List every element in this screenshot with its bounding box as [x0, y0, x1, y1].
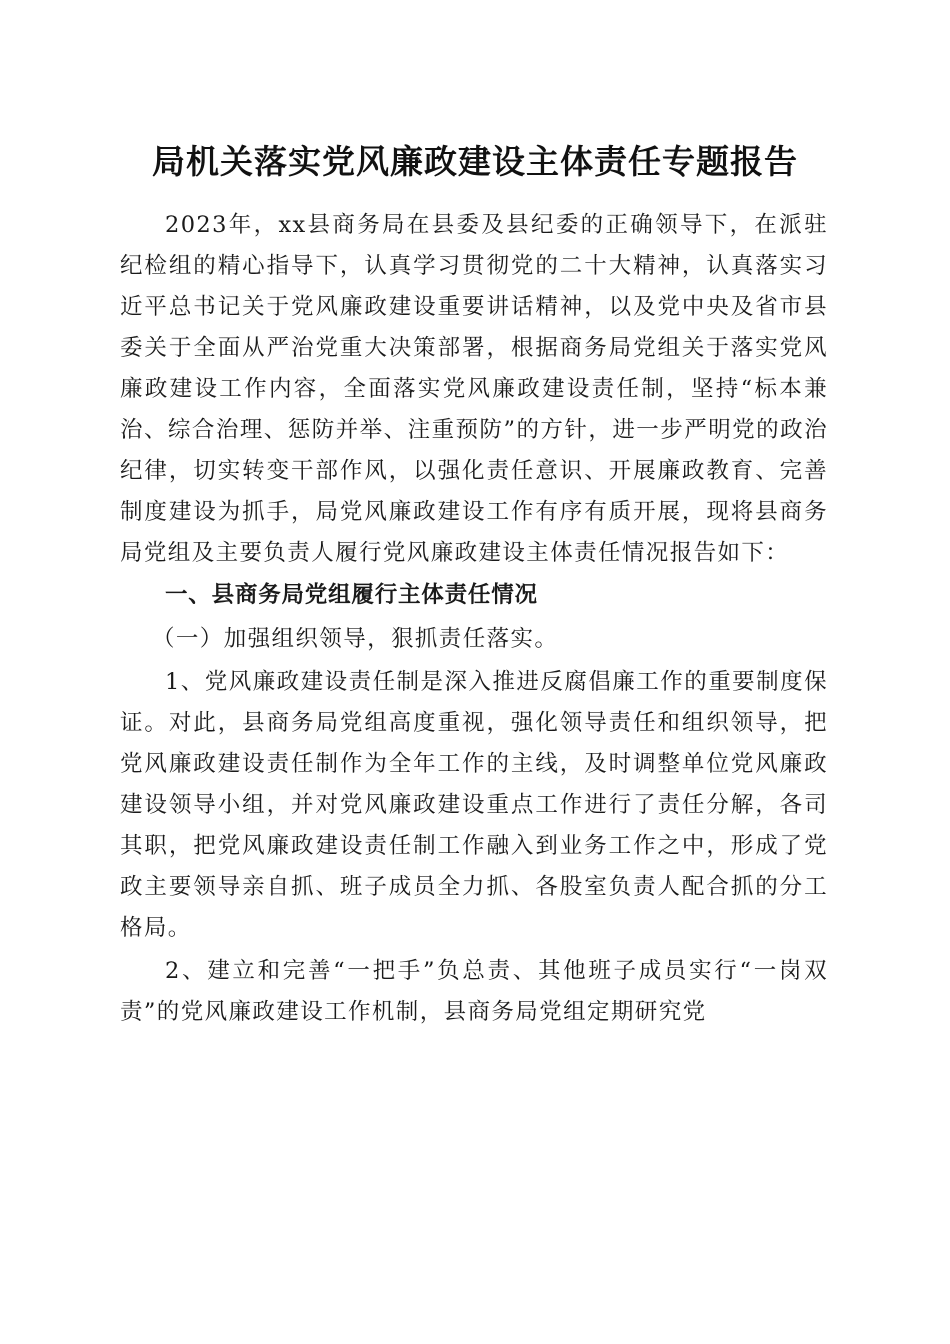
document-title: 局机关落实党风廉政建设主体责任专题报告	[152, 142, 798, 181]
document-body	[120, 205, 828, 1033]
section-heading: 一、县商务局党组履行主体责任情况	[165, 582, 538, 608]
intro-paragraph: 2023年，xx县商务局在县委及县纪委的正确领导下，在派驻纪检组的精心指导下，认真学习贯彻党的二十大精神，认真落实习近平总书记关于党风廉政建设重要讲话精神，以及党中央及省市县委关于全面从严治党重大决策部署，根据商务局党组关于落实党风廉政建设工作内容，全面落实党风廉政建设责任制，坚持“标本兼治、综合治理、惩防并举、注重预防”的方针，进一步严明党的政治纪律，切实转变干部作风，以强化责任意识、开展廉政教育、完善制度建设为抓手，局党风廉政建设工作有序有质开展，现将县商务局党组及主要负责人履行党风廉政建设主体责任情况报告如下：	[120, 212, 828, 566]
item-paragraph-1: 1、党风廉政建设责任制是深入推进反腐倡廉工作的重要制度保证。对此，县商务局党组高度重视，强化领导责任和组织领导，把党风廉政建设责任制作为全年工作的主线，及时调整单位党风廉政建设领导小组，并对党风廉政建设重点工作进行了责任分解，各司其职，把党风廉政建设责任制工作融入到业务工作之中，形成了党政主要领导亲自抓、班子成员全力抓、各股室负责人配合抓的分工格局。	[120, 669, 828, 941]
item-paragraph-2: 2、建立和完善“一把手”负总责、其他班子成员实行“一岗双责”的党风廉政建设工作机制，县商务局党组定期研究党	[120, 958, 828, 1025]
subsection-heading: （一）加强组织领导，狠抓责任落实。	[152, 626, 559, 652]
